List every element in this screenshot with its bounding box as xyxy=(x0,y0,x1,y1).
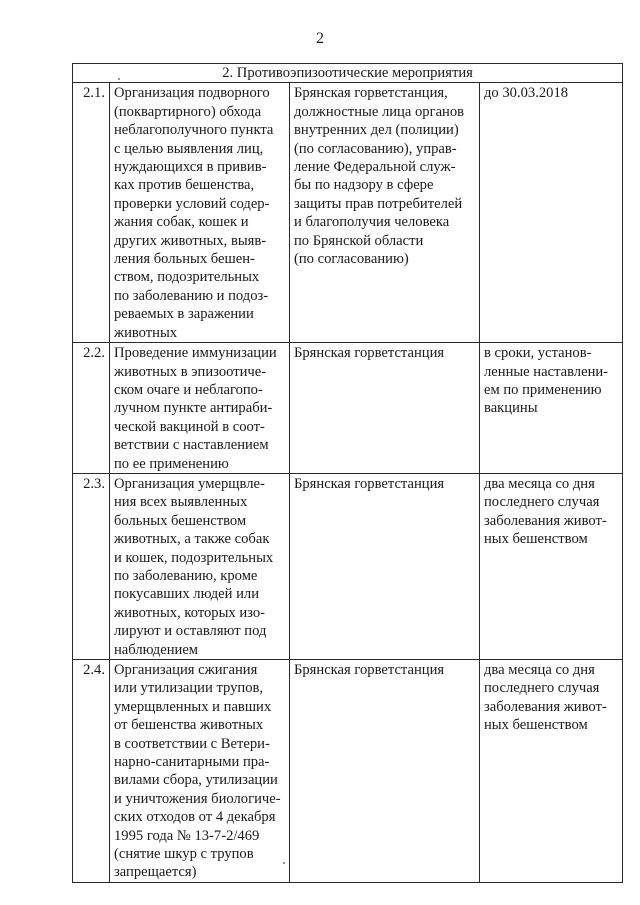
measure-responsible-line: бы по надзору в сфере xyxy=(294,177,434,194)
measure-deadline-line: два месяца со дня xyxy=(484,475,595,492)
measure-action xyxy=(110,660,290,883)
measure-responsible-line: Брянская горветстанция xyxy=(294,475,445,492)
measure-action-line: проверки условий содер- xyxy=(114,195,270,212)
measure-action-line: вилами сбора, утилизации xyxy=(114,772,278,789)
measure-action-line: животных, а также собак xyxy=(114,531,270,548)
measure-deadline-line: ных бешенством xyxy=(484,531,588,548)
measure-responsible-line: (по согласованию), управ- xyxy=(294,140,457,157)
measure-action-line: лучном пункте антираби- xyxy=(114,400,273,417)
measure-responsible xyxy=(290,473,480,659)
measure-deadline-line: ленные наставлени- xyxy=(484,363,609,380)
measures-table xyxy=(72,63,623,883)
measure-deadline-line: ных бешенством xyxy=(484,717,588,734)
measure-deadline-line: до 30.03.2018 xyxy=(484,85,569,102)
measure-action-line: Проведение иммунизации xyxy=(114,345,277,362)
measure-action xyxy=(110,83,290,343)
measure-responsible xyxy=(290,660,480,883)
measure-action-line: лируют и оставляют под xyxy=(114,623,267,640)
measure-action-line: наблюдением xyxy=(114,641,199,658)
measure-action-line: неблагополучного пункта xyxy=(114,122,274,139)
measure-number: 2.2. xyxy=(73,343,110,474)
measure-action-line: животных в эпизоотиче- xyxy=(114,363,267,380)
measure-action-line: жания собак, кошек и xyxy=(114,214,249,231)
measure-deadline-line: последнего случая xyxy=(484,680,600,697)
measure-action-line: нарно-санитарными пра- xyxy=(114,754,270,771)
measure-deadline xyxy=(480,343,623,474)
measure-responsible xyxy=(290,83,480,343)
measure-action-line: животных, которых изо- xyxy=(114,604,266,621)
measure-responsible-line: Брянская горветстанция xyxy=(294,662,445,678)
measure-action-line: с целью выявления лиц, xyxy=(114,140,264,157)
measure-number: 2.3. xyxy=(73,473,110,659)
measure-action-line: других животных, выяв- xyxy=(114,232,267,249)
measure-action-line: и кошек, подозрительных xyxy=(114,549,274,566)
measure-action-line: ских отходов от 4 декабря xyxy=(114,809,276,826)
scan-speck xyxy=(118,78,120,80)
measure-deadline xyxy=(480,473,623,659)
measure-row xyxy=(73,83,623,343)
measure-responsible-line: защиты прав потребителей xyxy=(294,195,463,212)
measure-row xyxy=(73,343,623,474)
measure-deadline-line: заболевания живот- xyxy=(484,512,607,529)
measure-action-line: по ее применению xyxy=(114,455,229,472)
page-number: 2 xyxy=(316,30,324,47)
measure-action-line: (поквартирного) обхода xyxy=(114,103,262,120)
measure-action-line: животных xyxy=(114,324,178,341)
measure-action-line: Организация сжигания xyxy=(114,662,258,678)
measure-action-line: (снятие шкур с трупов xyxy=(114,846,254,863)
section-header-row xyxy=(73,64,623,83)
measure-responsible-line: по Брянской области xyxy=(294,232,424,249)
measure-action-line: в соответствии с Ветери- xyxy=(114,735,270,752)
measure-deadline-line: два месяца со дня xyxy=(484,662,595,678)
measure-action-line: ления больных бешен- xyxy=(114,251,255,268)
measure-action-line: 1995 года № 13-7-2/469 xyxy=(114,827,260,844)
measure-action-line: реваемых в заражении xyxy=(114,306,254,323)
measure-action-line: больных бешенством xyxy=(114,512,247,529)
scan-speck xyxy=(283,862,285,864)
measure-responsible-line: Брянская горветстанция xyxy=(294,345,445,362)
measure-action-line: ния всех выявленных xyxy=(114,494,248,511)
measure-action xyxy=(110,473,290,659)
measure-action-line: по заболеванию и подоз- xyxy=(114,287,269,304)
measure-action-line: Организация умерщвле- xyxy=(114,475,265,492)
measure-responsible-line: (по согласованию) xyxy=(294,251,409,268)
section-title: 2. Противоэпизоотические мероприятия xyxy=(73,64,623,83)
measure-deadline-line: ем по применению xyxy=(484,381,602,398)
measure-deadline xyxy=(480,660,623,883)
measure-action-line: от бешенства животных xyxy=(114,717,264,734)
measure-action-line: умерщвленных и павших xyxy=(114,698,272,715)
measure-action-line: ках против бешенства, xyxy=(114,177,255,194)
measure-number: 2.1. xyxy=(73,83,110,343)
measure-action-line: по заболеванию, кроме xyxy=(114,567,258,584)
measure-responsible-line: ление Федеральной служ- xyxy=(294,159,456,176)
measure-deadline-line: последнего случая xyxy=(484,494,600,511)
measure-row xyxy=(73,473,623,659)
measure-action-line: ветствии с наставлением xyxy=(114,437,269,454)
measure-action-line: или утилизации трупов, xyxy=(114,680,264,697)
measure-deadline xyxy=(480,83,623,343)
measure-action-line: ском очаге и неблагопо- xyxy=(114,381,263,398)
measure-deadline-line: в сроки, установ- xyxy=(484,345,592,362)
measure-action-line: нуждающихся в привив- xyxy=(114,159,267,176)
measure-responsible-line: внутренних дел (полиции) xyxy=(294,122,459,139)
measure-row xyxy=(73,660,623,883)
measure-action-line: запрещается) xyxy=(114,864,197,881)
measure-deadline-line: вакцины xyxy=(484,400,538,417)
measure-action-line: и уничтожения биологиче- xyxy=(114,790,281,807)
measure-responsible xyxy=(290,343,480,474)
measure-responsible-line: Брянская горветстанция, xyxy=(294,85,448,102)
measure-responsible-line: и благополучия человека xyxy=(294,214,450,231)
measure-action-line: ческой вакциной в соот- xyxy=(114,418,265,435)
measure-action xyxy=(110,343,290,474)
measure-action-line: покусавших людей или xyxy=(114,586,260,603)
measure-action-line: Организация подворного xyxy=(114,85,270,102)
measure-action-line: ством, подозрительных xyxy=(114,269,260,286)
measure-number: 2.4. xyxy=(73,660,110,883)
measure-deadline-line: заболевания живот- xyxy=(484,698,607,715)
measure-responsible-line: должностные лица органов xyxy=(294,103,465,120)
